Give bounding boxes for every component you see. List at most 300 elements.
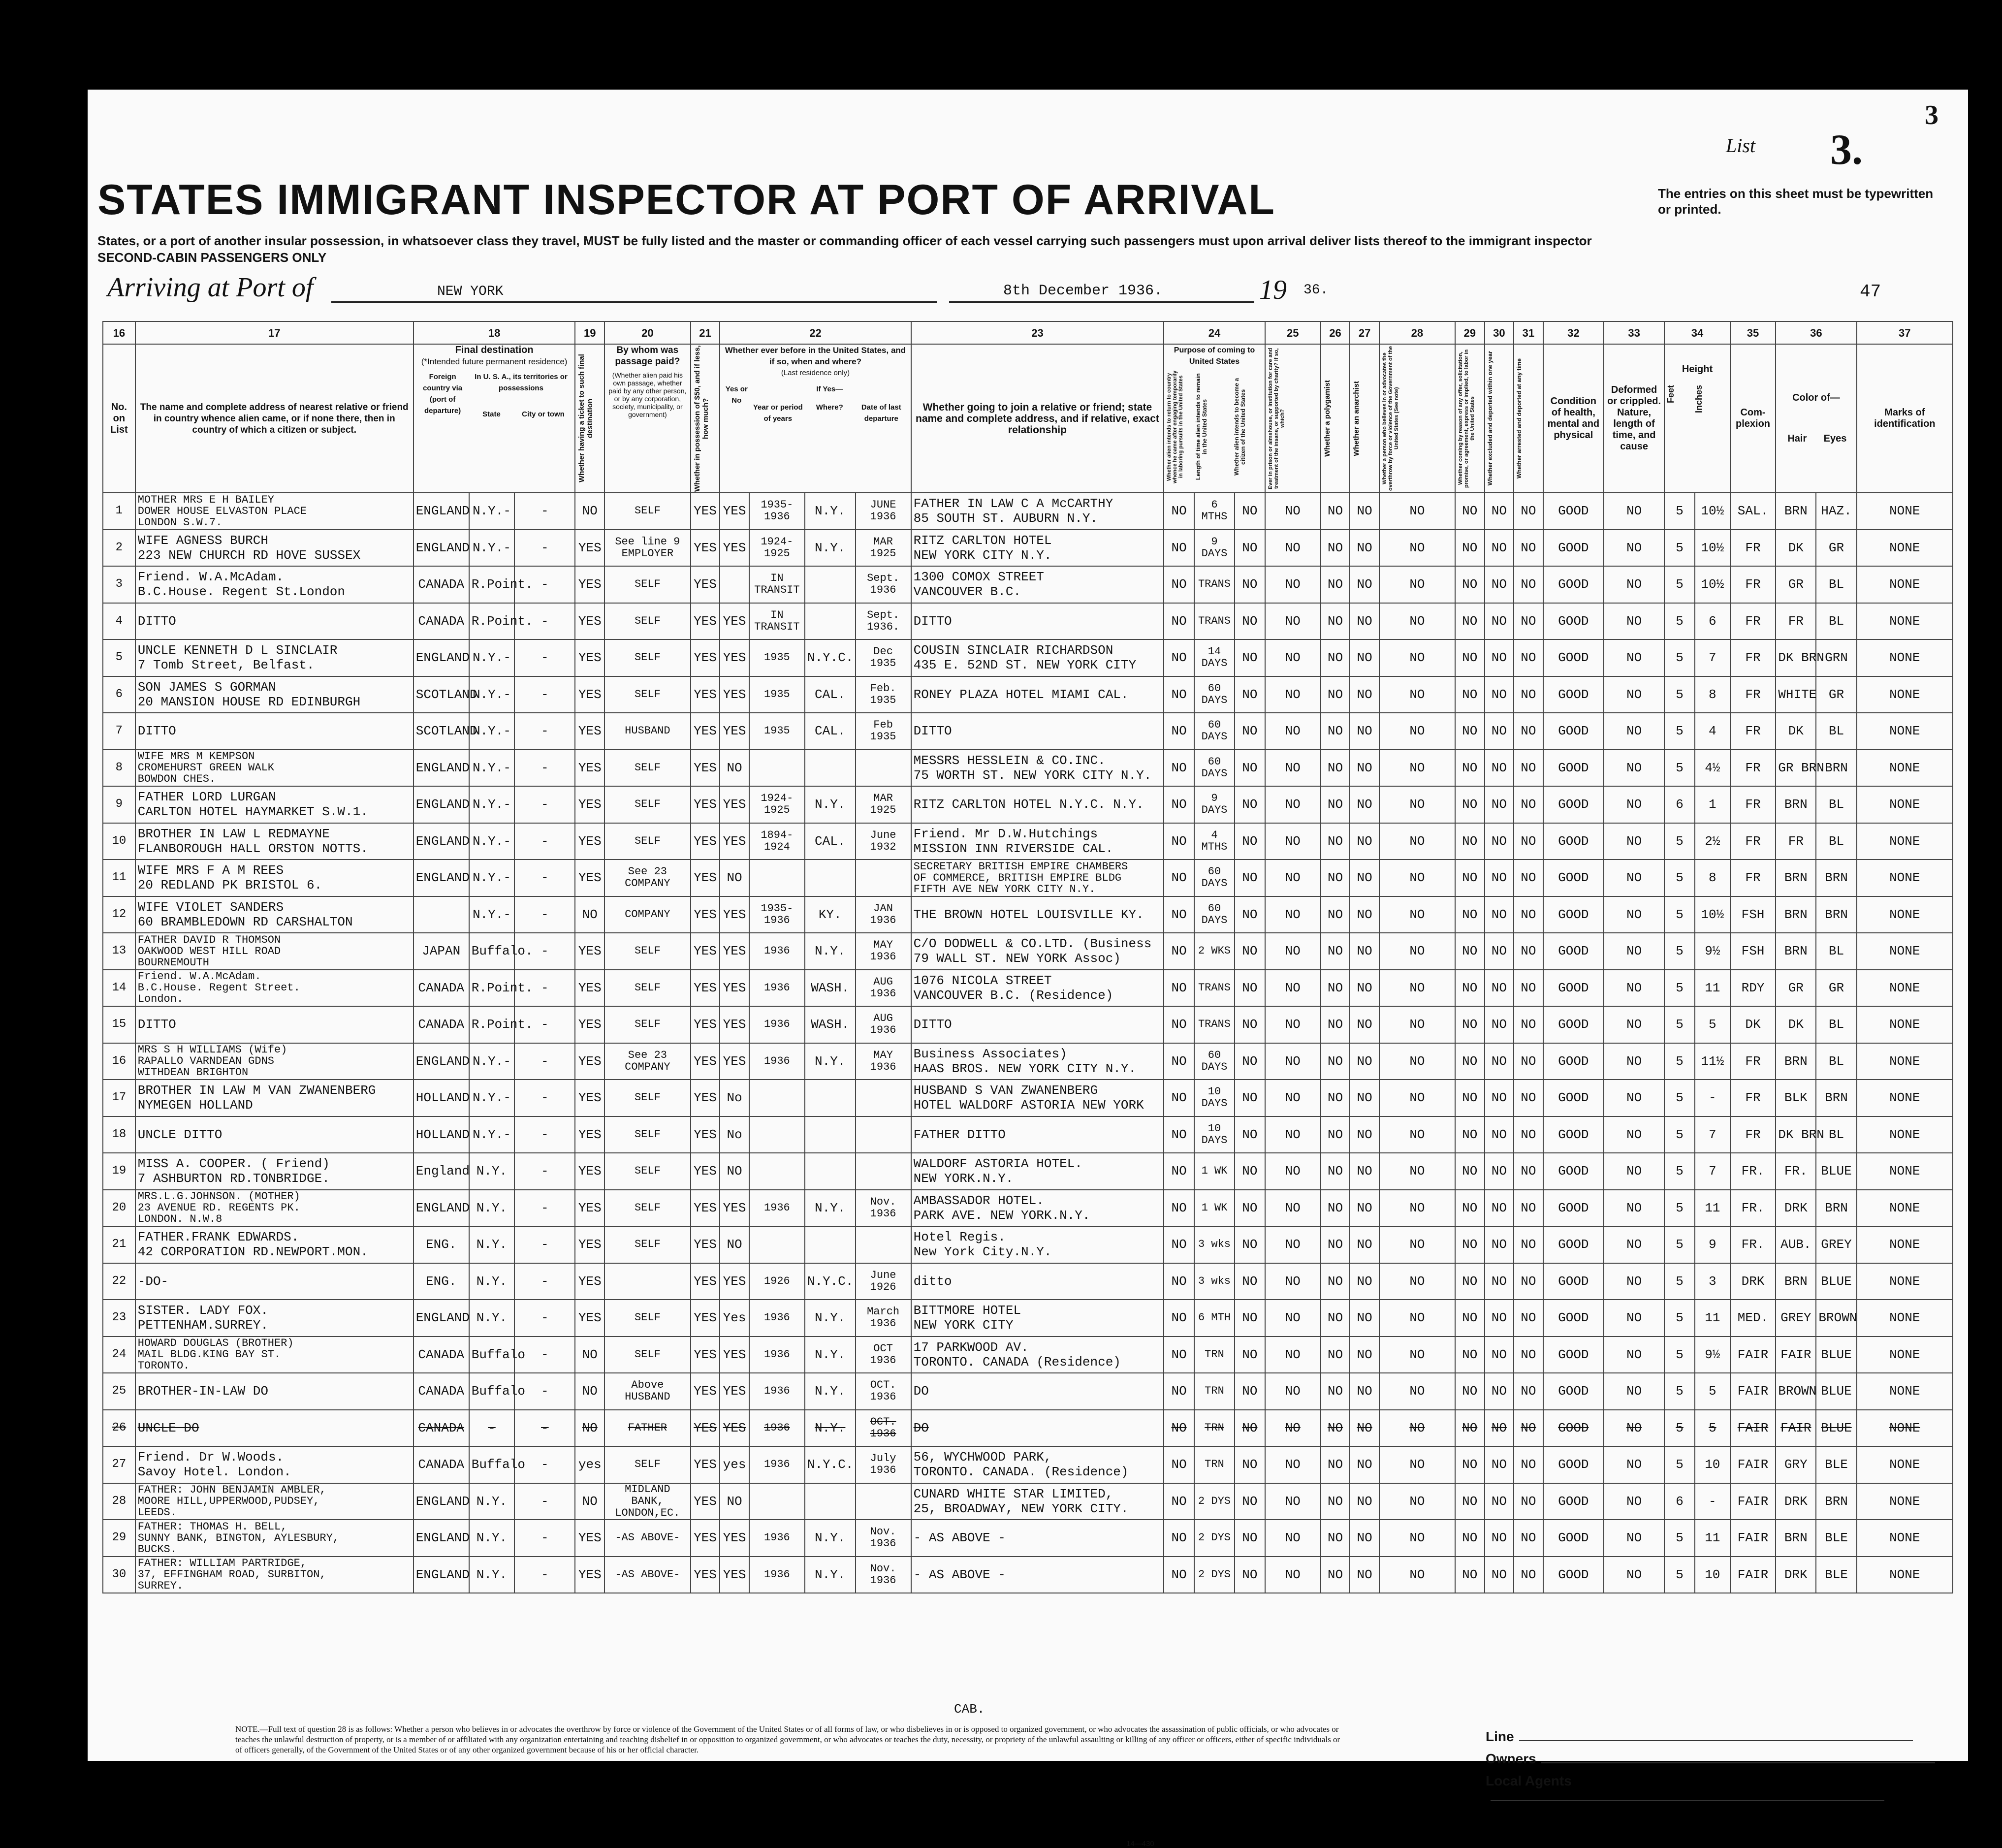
- destination-state: R.Point.: [469, 970, 514, 1007]
- period-of-years: 1936: [749, 1410, 805, 1447]
- q31-answer: NO: [1514, 1373, 1543, 1410]
- q28-answer: NO: [1379, 970, 1455, 1007]
- destination-state: N.Y.: [469, 1557, 514, 1593]
- deformed-answer: NO: [1604, 896, 1664, 933]
- previous-location: N.Y.: [805, 1337, 856, 1373]
- column-number: 37: [1857, 321, 1953, 344]
- eye-color: GR: [1816, 530, 1856, 567]
- ever-before: YES: [720, 823, 749, 860]
- purpose-return: NO: [1164, 1373, 1194, 1410]
- height-inches: 9½: [1695, 933, 1730, 970]
- period-of-years: 1936: [749, 1190, 805, 1227]
- length-of-stay: 6 MTHS: [1194, 493, 1235, 530]
- header-ticket: [575, 344, 604, 493]
- header-where: Where?: [816, 403, 843, 412]
- joining-relative-line: COUSIN SINCLAIR RICHARDSON: [913, 643, 1113, 658]
- purpose-citizen: NO: [1235, 1226, 1265, 1263]
- health-condition: GOOD: [1543, 1483, 1604, 1520]
- anarchist-answer: NO: [1350, 1557, 1379, 1593]
- previous-location: [805, 1116, 856, 1153]
- previous-location: CAL.: [805, 676, 856, 713]
- last-departure: July 1936: [856, 1446, 911, 1483]
- q31-answer: NO: [1514, 713, 1543, 750]
- period-of-years: 1935: [749, 713, 805, 750]
- header-height: [1664, 344, 1730, 493]
- purpose-citizen: NO: [1235, 530, 1265, 567]
- possession-50: YES: [691, 1300, 720, 1337]
- purpose-return: NO: [1164, 1557, 1194, 1593]
- header-text: Whether a polygamist: [1323, 380, 1332, 457]
- relative-address: [135, 1226, 413, 1263]
- header-text: Whether alien intends to return to country whence he came after engaging temporarily in laboring pursuits in the United States: [1166, 370, 1184, 483]
- height-feet: 5: [1664, 1080, 1695, 1116]
- polygamist-answer: NO: [1321, 1226, 1350, 1263]
- anarchist-answer: NO: [1350, 676, 1379, 713]
- purpose-citizen: NO: [1235, 1520, 1265, 1557]
- complexion: FR: [1730, 603, 1776, 640]
- eye-color: BL: [1816, 566, 1856, 603]
- foreign-country: ENGLAND: [413, 823, 469, 860]
- table-row: [103, 713, 1953, 750]
- q29-answer: NO: [1455, 530, 1485, 567]
- page-number: 47: [1860, 282, 1881, 302]
- complexion: DK: [1730, 1006, 1776, 1043]
- previous-location: N.Y.: [805, 1043, 856, 1080]
- period-of-years: 1936: [749, 970, 805, 1007]
- polygamist-answer: NO: [1321, 603, 1350, 640]
- ticket-answer: YES: [575, 603, 604, 640]
- length-of-stay: 2 DYS: [1194, 1557, 1235, 1593]
- purpose-return: NO: [1164, 1520, 1194, 1557]
- length-of-stay: 2 WKS: [1194, 933, 1235, 970]
- q31-answer: NO: [1514, 1337, 1543, 1373]
- destination-city: -: [514, 1080, 575, 1116]
- length-of-stay: 60 DAYS: [1194, 896, 1235, 933]
- height-inches: 4: [1695, 713, 1730, 750]
- table-row: [103, 786, 1953, 823]
- anarchist-answer: NO: [1350, 566, 1379, 603]
- table-row: [103, 1080, 1953, 1116]
- anarchist-answer: NO: [1350, 1483, 1379, 1520]
- purpose-citizen: NO: [1235, 1043, 1265, 1080]
- destination-state: N.Y.-: [469, 639, 514, 676]
- previous-location: WASH.: [805, 1006, 856, 1043]
- health-condition: GOOD: [1543, 713, 1604, 750]
- joining-relative-line: DO: [913, 1420, 929, 1435]
- purpose-citizen: NO: [1235, 566, 1265, 603]
- joining-relative: [911, 1337, 1164, 1373]
- deformed-answer: NO: [1604, 1300, 1664, 1337]
- q29-answer: NO: [1455, 1080, 1485, 1116]
- possession-50: YES: [691, 1116, 720, 1153]
- height-inches: 3: [1695, 1263, 1730, 1300]
- destination-state: -: [469, 1410, 514, 1447]
- q31-answer: NO: [1514, 786, 1543, 823]
- header-marks: Marks of identification: [1857, 344, 1953, 493]
- identification-marks: NONE: [1857, 1300, 1953, 1337]
- ticket-answer: YES: [575, 530, 604, 567]
- destination-city: -: [514, 896, 575, 933]
- table-row: [103, 1263, 1953, 1300]
- q29-answer: NO: [1455, 970, 1485, 1007]
- eye-color: BLUE: [1816, 1410, 1856, 1447]
- period-of-years: 1935: [749, 676, 805, 713]
- relative-address: [135, 1557, 413, 1593]
- complexion: FR: [1730, 676, 1776, 713]
- purpose-return: NO: [1164, 1006, 1194, 1043]
- hair-color: FR.: [1776, 1153, 1816, 1190]
- if-yes-subheaders: [751, 402, 908, 424]
- relative-address-line: UNCLE DO: [137, 1420, 199, 1435]
- prison-answer: NO: [1265, 1043, 1321, 1080]
- destination-city: -: [514, 1300, 575, 1337]
- destination-subheaders: [416, 371, 573, 420]
- passage-paid-by: -AS ABOVE-: [604, 1520, 691, 1557]
- hair-color: AUB.: [1776, 1226, 1816, 1263]
- polygamist-answer: NO: [1321, 933, 1350, 970]
- joining-relative-line: 17 PARKWOOD AV.: [913, 1339, 1029, 1355]
- header-q30: [1485, 344, 1514, 493]
- header-if-yes: [751, 383, 908, 424]
- hair-color: BRN: [1776, 933, 1816, 970]
- identification-marks: NONE: [1857, 566, 1953, 603]
- q30-answer: NO: [1485, 676, 1514, 713]
- identification-marks: NONE: [1857, 896, 1953, 933]
- purpose-citizen: NO: [1235, 933, 1265, 970]
- passage-paid-by: SELF: [604, 493, 691, 530]
- polygamist-answer: NO: [1321, 639, 1350, 676]
- previous-location: [805, 1153, 856, 1190]
- relative-address: [135, 530, 413, 567]
- health-condition: GOOD: [1543, 1153, 1604, 1190]
- header-text: Height: [1682, 363, 1713, 375]
- q30-answer: NO: [1485, 1006, 1514, 1043]
- ever-before: YES: [720, 530, 749, 567]
- instructions: [97, 232, 1623, 266]
- joining-relative: [911, 639, 1164, 676]
- eye-color: BRN: [1816, 1483, 1856, 1520]
- identification-marks: NONE: [1857, 1373, 1953, 1410]
- header-last-departure: Date of last departure: [861, 403, 901, 423]
- relative-address-line: 23 AVENUE RD. REGENTS PK.: [137, 1202, 300, 1214]
- hair-color: DRK: [1776, 1190, 1816, 1227]
- destination-city: -: [514, 1190, 575, 1227]
- complexion: FR: [1730, 1080, 1776, 1116]
- health-condition: GOOD: [1543, 1043, 1604, 1080]
- deformed-answer: NO: [1604, 1226, 1664, 1263]
- header-polygamist: [1321, 344, 1350, 493]
- previous-location: N.Y.: [805, 1410, 856, 1447]
- passage-paid-by: SELF: [604, 676, 691, 713]
- table-row: [103, 639, 1953, 676]
- relative-address: [135, 1337, 413, 1373]
- joining-relative-line: FIFTH AVE NEW YORK CITY N.Y.: [913, 883, 1096, 895]
- relative-address-line: WIFE VIOLET SANDERS: [137, 899, 284, 915]
- row-number: 6: [103, 676, 135, 713]
- health-condition: GOOD: [1543, 1080, 1604, 1116]
- complexion: FR: [1730, 823, 1776, 860]
- purpose-return: NO: [1164, 603, 1194, 640]
- foreign-country: CANADA: [413, 1410, 469, 1447]
- height-inches: 5: [1695, 1373, 1730, 1410]
- deformed-answer: NO: [1604, 530, 1664, 567]
- possession-50: YES: [691, 750, 720, 787]
- previous-location: WASH.: [805, 970, 856, 1007]
- length-of-stay: 14 DAYS: [1194, 639, 1235, 676]
- joining-relative-line: HUSBAND S VAN ZWANENBERG: [913, 1083, 1098, 1098]
- identification-marks: NONE: [1857, 603, 1953, 640]
- height-inches: 10: [1695, 1557, 1730, 1593]
- agents-blank: [1491, 1800, 1884, 1801]
- hair-color: DK BRN: [1776, 639, 1816, 676]
- q30-answer: NO: [1485, 1520, 1514, 1557]
- column-number: 16: [103, 321, 135, 344]
- identification-marks: NONE: [1857, 1446, 1953, 1483]
- destination-state: R.Point.: [469, 566, 514, 603]
- period-of-years: 1936: [749, 1373, 805, 1410]
- anarchist-answer: NO: [1350, 750, 1379, 787]
- foreign-country: HOLLAND: [413, 1080, 469, 1116]
- column-number: 27: [1350, 321, 1379, 344]
- purpose-citizen: NO: [1235, 1373, 1265, 1410]
- hair-color: GRY: [1776, 1446, 1816, 1483]
- complexion: FSH: [1730, 933, 1776, 970]
- q29-answer: NO: [1455, 823, 1485, 860]
- list-number: 3.: [1830, 126, 1863, 174]
- joining-relative: [911, 1263, 1164, 1300]
- purpose-citizen: NO: [1235, 1006, 1265, 1043]
- column-number: 33: [1604, 321, 1664, 344]
- health-condition: GOOD: [1543, 750, 1604, 787]
- length-of-stay: 4 MTHS: [1194, 823, 1235, 860]
- purpose-citizen: NO: [1235, 1337, 1265, 1373]
- deformed-answer: NO: [1604, 933, 1664, 970]
- column-number: 17: [135, 321, 413, 344]
- header-text: Final destination: [455, 345, 534, 355]
- length-of-stay: 6 MTH: [1194, 1300, 1235, 1337]
- height-inches: 4½: [1695, 750, 1730, 787]
- column-number: 24: [1164, 321, 1265, 344]
- relative-address-line: 60 BRAMBLEDOWN RD CARSHALTON: [137, 914, 353, 929]
- row-number: 13: [103, 933, 135, 970]
- ever-before: Yes: [720, 1300, 749, 1337]
- height-feet: 5: [1664, 1300, 1695, 1337]
- table-row: [103, 933, 1953, 970]
- passage-paid-by: -AS ABOVE-: [604, 1557, 691, 1593]
- previous-location: N.Y.: [805, 1300, 856, 1337]
- joining-relative-line: MISSION INN RIVERSIDE CAL.: [913, 841, 1113, 856]
- header-color: [1776, 344, 1856, 493]
- deformed-answer: NO: [1604, 1043, 1664, 1080]
- joining-relative: [911, 896, 1164, 933]
- height-feet: 5: [1664, 530, 1695, 567]
- joining-relative: [911, 860, 1164, 896]
- last-departure: Nov. 1936: [856, 1520, 911, 1557]
- polygamist-answer: NO: [1321, 1043, 1350, 1080]
- passage-paid-by: Above HUSBAND: [604, 1373, 691, 1410]
- ever-before: YES: [720, 603, 749, 640]
- health-condition: GOOD: [1543, 786, 1604, 823]
- joining-relative-line: C/O DODWELL & CO.LTD. (Business: [913, 936, 1152, 952]
- table-row: [103, 1300, 1953, 1337]
- previous-location: N.Y.C.: [805, 1263, 856, 1300]
- q30-answer: NO: [1485, 1043, 1514, 1080]
- q31-answer: NO: [1514, 933, 1543, 970]
- relative-address: [135, 860, 413, 896]
- q29-answer: NO: [1455, 1557, 1485, 1593]
- joining-relative-line: FATHER IN LAW C A McCARTHY: [913, 496, 1113, 511]
- q30-answer: NO: [1485, 1263, 1514, 1300]
- last-departure: Nov. 1936: [856, 1557, 911, 1593]
- relative-address: [135, 970, 413, 1007]
- header-text: Inches: [1694, 384, 1704, 413]
- complexion: FAIR: [1730, 1446, 1776, 1483]
- relative-address-line: WIFE MRS M KEMPSON: [137, 750, 255, 763]
- ticket-answer: YES: [575, 713, 604, 750]
- form-identifier: 14—430: [1126, 1840, 1154, 1848]
- header-q31: [1514, 344, 1543, 493]
- q31-answer: NO: [1514, 860, 1543, 896]
- health-condition: GOOD: [1543, 1190, 1604, 1227]
- prison-answer: NO: [1265, 1483, 1321, 1520]
- relative-address-line: B.C.House. Regent St.London: [137, 584, 346, 600]
- anarchist-answer: NO: [1350, 1337, 1379, 1373]
- anarchist-answer: NO: [1350, 896, 1379, 933]
- period-of-years: [749, 1153, 805, 1190]
- joining-relative: [911, 1080, 1164, 1116]
- ticket-answer: YES: [575, 860, 604, 896]
- column-number: 36: [1776, 321, 1856, 344]
- hair-color: DK: [1776, 713, 1816, 750]
- q31-answer: NO: [1514, 1226, 1543, 1263]
- relative-address-line: LONDON S.W.7.: [137, 516, 222, 529]
- possession-50: YES: [691, 1190, 720, 1227]
- q29-answer: NO: [1455, 493, 1485, 530]
- last-departure: [856, 1153, 911, 1190]
- identification-marks: NONE: [1857, 1006, 1953, 1043]
- joining-relative: [911, 933, 1164, 970]
- relative-address: [135, 1190, 413, 1227]
- destination-city: -: [514, 566, 575, 603]
- previous-location: N.Y.C.: [805, 639, 856, 676]
- length-of-stay: TRN: [1194, 1410, 1235, 1447]
- height-feet: 5: [1664, 493, 1695, 530]
- joining-relative: [911, 1006, 1164, 1043]
- length-of-stay: TRANS: [1194, 566, 1235, 603]
- destination-state: N.Y.: [469, 1226, 514, 1263]
- anarchist-answer: NO: [1350, 530, 1379, 567]
- purpose-citizen: NO: [1235, 1446, 1265, 1483]
- purpose-return: NO: [1164, 1080, 1194, 1116]
- q28-answer: NO: [1379, 750, 1455, 787]
- period-of-years: 1936: [749, 1300, 805, 1337]
- period-of-years: 1936: [749, 1446, 805, 1483]
- complexion: FR.: [1730, 1190, 1776, 1227]
- passage-paid-by: SELF: [604, 1300, 691, 1337]
- anarchist-answer: NO: [1350, 1520, 1379, 1557]
- health-condition: GOOD: [1543, 1337, 1604, 1373]
- joining-relative-line: NEW YORK CITY N.Y.: [913, 547, 1052, 563]
- previous-location: N.Y.: [805, 786, 856, 823]
- joining-relative-line: Friend. Mr D.W.Hutchings: [913, 826, 1098, 841]
- polygamist-answer: NO: [1321, 1006, 1350, 1043]
- destination-city: -: [514, 1520, 575, 1557]
- row-number: 1: [103, 493, 135, 530]
- possession-50: YES: [691, 639, 720, 676]
- foreign-country: ENGLAND: [413, 1557, 469, 1593]
- eye-color: BLUE: [1816, 1373, 1856, 1410]
- complexion: FR: [1730, 750, 1776, 787]
- prison-answer: NO: [1265, 1410, 1321, 1447]
- length-of-stay: 1 WK: [1194, 1190, 1235, 1227]
- header-note: (Whether alien paid his own passage, whether paid by any other person, or by any corporation, society, municipality, or government): [608, 371, 687, 418]
- header-purpose-return: [1166, 370, 1195, 483]
- purpose-return: NO: [1164, 1153, 1194, 1190]
- relative-address: [135, 1080, 413, 1116]
- complexion: FAIR: [1730, 1373, 1776, 1410]
- q30-answer: NO: [1485, 530, 1514, 567]
- passage-paid-by: SELF: [604, 639, 691, 676]
- last-departure: Sept. 1936: [856, 566, 911, 603]
- purpose-return: NO: [1164, 1300, 1194, 1337]
- header-text: Whether excluded and deported within one year: [1486, 351, 1494, 486]
- polygamist-answer: NO: [1321, 530, 1350, 567]
- anarchist-answer: NO: [1350, 933, 1379, 970]
- q28-answer: NO: [1379, 860, 1455, 896]
- health-condition: GOOD: [1543, 1373, 1604, 1410]
- foreign-country: CANADA: [413, 1446, 469, 1483]
- identification-marks: NONE: [1857, 1410, 1953, 1447]
- ever-before: YES: [720, 1190, 749, 1227]
- anarchist-answer: NO: [1350, 1116, 1379, 1153]
- period-of-years: [749, 1080, 805, 1116]
- height-inches: 11: [1695, 970, 1730, 1007]
- possession-50: YES: [691, 933, 720, 970]
- hair-color: BLK: [1776, 1080, 1816, 1116]
- joining-relative: [911, 603, 1164, 640]
- eye-color: BL: [1816, 1116, 1856, 1153]
- q31-answer: NO: [1514, 750, 1543, 787]
- ticket-answer: YES: [575, 970, 604, 1007]
- joining-relative-line: - AS ABOVE -: [913, 1530, 1006, 1546]
- destination-city: -: [514, 860, 575, 896]
- purpose-return: NO: [1164, 1263, 1194, 1300]
- relative-address-line: FATHER DAVID R THOMSON: [137, 933, 281, 946]
- identification-marks: NONE: [1857, 713, 1953, 750]
- height-inches: 7: [1695, 1116, 1730, 1153]
- ticket-answer: NO: [575, 1410, 604, 1447]
- height-feet: 5: [1664, 639, 1695, 676]
- relative-address-line: FATHER: THOMAS H. BELL,: [137, 1520, 287, 1533]
- q31-answer: NO: [1514, 1446, 1543, 1483]
- destination-state: N.Y.-: [469, 530, 514, 567]
- deformed-answer: NO: [1604, 603, 1664, 640]
- last-departure: March 1936: [856, 1300, 911, 1337]
- table-row: [103, 823, 1953, 860]
- row-number: 27: [103, 1446, 135, 1483]
- last-departure: AUG 1936: [856, 970, 911, 1007]
- table-row: [103, 860, 1953, 896]
- purpose-return: NO: [1164, 786, 1194, 823]
- foreign-country: ENGLAND: [413, 530, 469, 567]
- polygamist-answer: NO: [1321, 823, 1350, 860]
- height-subheaders: [1667, 385, 1728, 474]
- deformed-answer: NO: [1604, 1446, 1664, 1483]
- table-row: [103, 970, 1953, 1007]
- health-condition: GOOD: [1543, 1006, 1604, 1043]
- q30-answer: NO: [1485, 896, 1514, 933]
- health-condition: GOOD: [1543, 1446, 1604, 1483]
